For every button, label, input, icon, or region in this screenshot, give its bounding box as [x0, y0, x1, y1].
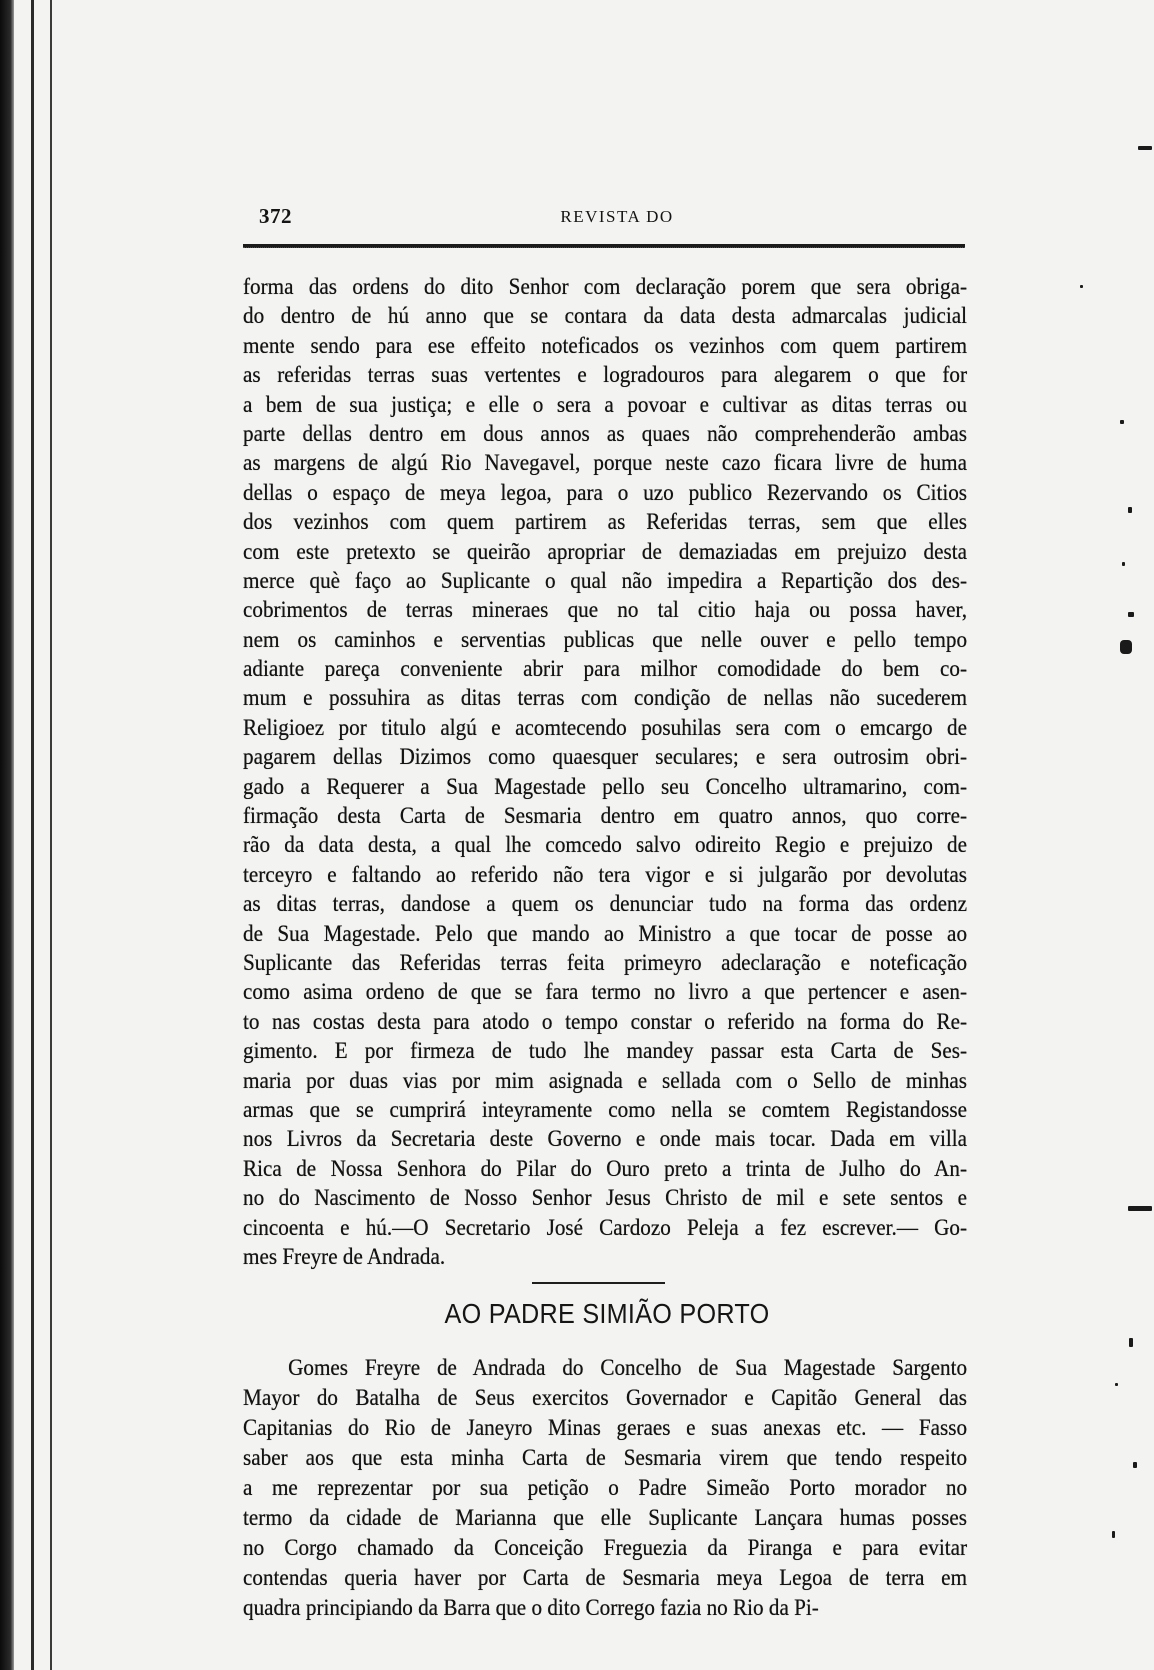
- scan-speck: [1128, 507, 1132, 513]
- scan-speck: [1138, 146, 1152, 150]
- text-line: cobrimentos de terras mineraes que no tal citio haja ou possa haver,: [243, 597, 968, 623]
- scan-speck: [1120, 420, 1124, 424]
- text-line: gimento. E por firmeza de tudo lhe mandey passar esta Carta de Ses-: [243, 1038, 968, 1064]
- scan-speck: [1112, 1531, 1115, 1538]
- text-line: quadra principiando da Barra que o dito Corrego fazia no Rio da Pi-: [243, 1595, 819, 1620]
- scan-speck: [1128, 612, 1134, 617]
- text-line: do dentro de hú anno que se contara da data desta admarcalas judicial: [243, 303, 968, 329]
- text-line: dellas o espaço de meya legoa, para o uzo publico Rezervando os Citios: [243, 479, 968, 505]
- text-line: como asima ordeno de que se fara termo no livro a que pertencer e asen-: [243, 979, 968, 1005]
- scan-speck: [1120, 640, 1132, 654]
- text-line: mes Freyre de Andrada.: [243, 1243, 446, 1269]
- text-line: a bem de sua justiça; e elle o sera a povoar e cultivar as ditas terras ou: [243, 391, 968, 417]
- scan-speck: [1133, 1462, 1137, 1468]
- text-line: no Corgo chamado da Conceição Freguezia da Piranga e para evitar: [243, 1535, 968, 1560]
- text-line: dos vezinhos com quem partirem as Referidas terras, sem que elles: [243, 509, 968, 535]
- text-line: Suplicante das Referidas terras feita primeyro adeclaração e noteficação: [243, 949, 968, 975]
- text-line: as referidas terras suas vertentes e logradouros para alegarem o que for: [243, 362, 968, 388]
- page-binding-edge: [0, 0, 14, 1670]
- text-line: maria por duas vias por mim asignada e sellada com o Sello de minhas: [243, 1067, 968, 1093]
- text-line: saber aos que esta minha Carta de Sesmaria virem que tendo respeito: [243, 1445, 968, 1470]
- text-line: nos Livros da Secretaria deste Governo e onde mais tocar. Dada em villa: [243, 1126, 968, 1152]
- text-line: to nas costas desta para atodo o tempo constar o referido na forma do Re-: [243, 1008, 968, 1034]
- binding-line: [31, 0, 34, 1670]
- text-line: as ditas terras, dandose a quem os denunciar tudo na forma das ordenz: [243, 891, 968, 917]
- section-heading: AO PADRE SIMIÃO PORTO: [444, 1298, 770, 1329]
- header-rule: [243, 244, 965, 248]
- text-line: parte dellas dentro em dous annos as quaes não comprehenderão ambas: [243, 420, 968, 446]
- text-line: mente sendo para ese effeito noteficados os vezinhos com quem partirem: [243, 332, 968, 358]
- scan-speck: [1080, 285, 1083, 288]
- charter-text-paragraph: [243, 1353, 967, 1623]
- binding-line: [50, 0, 52, 1670]
- text-line: adiante pareça conveniente abrir para milhor comodidade do bem co-: [243, 656, 968, 682]
- text-line: as margens de algú Rio Navegavel, porque neste cazo ficara livre de huma: [243, 450, 968, 476]
- charter-text-paragraph: [243, 272, 967, 1271]
- text-line: Capitanias do Rio de Janeyro Minas geraes e suas anexas etc. — Fasso: [243, 1415, 968, 1440]
- text-line: termo da cidade de Marianna que elle Suplicante Lançara humas posses: [243, 1505, 968, 1530]
- text-line: Gomes Freyre de Andrada do Concelho de Sua Magestade Sargento: [288, 1355, 968, 1380]
- text-line: pagarem dellas Dizimos como quaesquer seculares; e sera outrosim obri-: [243, 744, 968, 770]
- text-line: merce què faço ao Suplicante o qual não impedira a Repartição dos des-: [243, 567, 968, 593]
- text-line: nem os caminhos e serventias publicas que nelle ouver e pello tempo: [243, 626, 968, 652]
- scan-speck: [1122, 562, 1125, 566]
- section-divider: [532, 1282, 665, 1284]
- text-line: Religioez por titulo algú e acomtecendo posuhilas sera com o emcargo de: [243, 714, 968, 740]
- text-line: mum e possuhira as ditas terras com condição de nellas não sucederem: [243, 685, 968, 711]
- text-line: gado a Requerer a Sua Magestade pello seu Concelho ultramarino, com-: [243, 773, 968, 799]
- scan-speck: [1128, 1206, 1152, 1211]
- text-line: com este pretexto se queirão apropriar de demaziadas em prejuizo desta: [243, 538, 968, 564]
- text-line: contendas queria haver por Carta de Sesmaria meya Legoa de terra em: [243, 1565, 968, 1590]
- text-line: no do Nascimento de Nosso Senhor Jesus Christo de mil e sete sentos e: [243, 1185, 968, 1211]
- scan-speck: [1115, 1383, 1118, 1386]
- text-line: forma das ordens do dito Senhor com declaração porem que sera obriga-: [243, 274, 968, 299]
- scan-speck: [1129, 1338, 1133, 1347]
- page-number: 372: [259, 204, 292, 228]
- text-line: a me reprezentar por sua petição o Padre Simeão Porto morador no: [243, 1475, 968, 1500]
- text-line: armas que se cumprirá inteyramente como nella se comtem Registandosse: [243, 1096, 968, 1122]
- running-title: REVISTA DO: [560, 207, 674, 226]
- text-line: de Sua Magestade. Pelo que mando ao Ministro a que tocar de posse ao: [243, 920, 968, 946]
- text-line: cincoenta e hú.—O Secretario José Cardozo Peleja a fez escrever.— Go-: [243, 1214, 968, 1240]
- text-line: Rica de Nossa Senhora do Pilar do Ouro preto a trinta de Julho do An-: [243, 1155, 968, 1181]
- text-line: Mayor do Batalha de Seus exercitos Governador e Capitão General das: [243, 1385, 968, 1410]
- text-line: firmação desta Carta de Sesmaria dentro em quatro annos, quo corre-: [243, 803, 968, 829]
- text-line: rão da data desta, a qual lhe comcedo salvo odireito Regio e prejuizo de: [243, 832, 968, 858]
- text-line: terceyro e faltando ao referido não tera vigor e si julgarão por devolutas: [243, 861, 968, 887]
